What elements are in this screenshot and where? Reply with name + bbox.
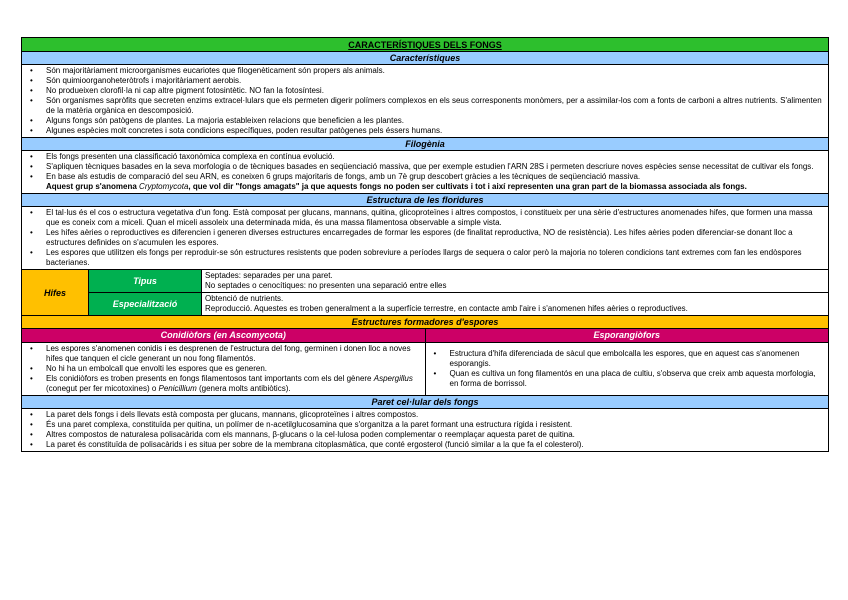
list-item-text: , que vol dir "fongs amagats" ja que aquests fongs no poden ser cultivats i tot i així representen una gran part de la biomassa associada als fongs. <box>188 182 747 191</box>
conidiofors-heading: Conidiòfors (en Ascomycota) <box>160 330 286 340</box>
list-item: • Són majoritàriament microorganismes eucariotes que filogenèticament són propers als animals. <box>22 66 828 76</box>
section-estructura <box>21 207 829 270</box>
hifes-table <box>21 270 829 316</box>
section-caracteristiques <box>21 65 829 138</box>
list-item: • La paret és constituïda de polisacàrids i es situa per sobre de la membrana citoplasmàtica, que conté ergosterol (funció similar a la que fa el colesterol). <box>22 440 828 450</box>
list-item: • Altres compostos de naturalesa polisacàrida com els mannans, β-glucans o la cel·lulosa poden complementar o reemplaçar aquesta paret de quitina. <box>22 430 828 440</box>
esporangiofors-column <box>425 343 829 395</box>
hifes-tipus-1: Septades: separades per una paret. <box>205 271 333 280</box>
list-item: • No produeixen clorofil·la ni cap altre pigment fotosintètic. NO fan la fotosíntesi. <box>22 86 828 96</box>
formadores-columns <box>21 343 829 396</box>
list-item-text: (genera molts antibiòtics). <box>198 384 291 393</box>
list-item: • No hi ha un embolcall que envolti les espores que es generen. <box>22 364 425 374</box>
section-filogenia <box>21 151 829 194</box>
list-item: • Quan es cultiva un fong filamentós en una placa de cultiu, s'observa que creix amb aquesta morfologia, en forma de borrissol. <box>426 369 829 389</box>
section-heading-formadores: Estructures formadores d'espores <box>21 316 829 329</box>
list-item: • Algunes espècies molt concretes i sota condicions específiques, poden resultar patògenes pels éssers humans. <box>22 126 828 136</box>
section-heading-filogenia: Filogènia <box>21 138 829 151</box>
formadores-column-headers <box>21 329 829 343</box>
hifes-especialitzacio-desc <box>202 293 828 315</box>
list-item: • Les hifes aèries o reproductives es diferencien i generen diverses estructures encarregades de formar les espores (de finalitat reproductiva, NO de resistència). Les hifes aèries poden diferenciar-se donant lloc a estructures definides on s'acumulen les espores. <box>22 228 828 248</box>
conidiofors-column <box>22 343 425 395</box>
list-item-text: Els conidiòfors es troben presents en fongs filamentosos tant importants com els del gènere <box>46 374 372 383</box>
list-item: • Alguns fongs són patògens de plantes. La majoria estableixen relacions que beneficien a les plantes. <box>22 116 828 126</box>
section-heading-paret: Paret cel·lular dels fongs <box>21 396 829 409</box>
hifes-esp-2: Reproducció. Aquestes es troben generalment a la superfície terrestre, en contacte amb l'aire i s'anomenen hifes aèries o reproductives. <box>205 304 688 313</box>
list-item: • Són organismes sapròfits que secreten enzims extracel·lulars que els permeten digerir polímers complexos en els seus corresponents monòmers, per a assimilar-los com a fonts de carboni a altres nutrients. S'alimenten de la matèria orgànica en descomposició. <box>22 96 828 116</box>
list-item <box>22 374 425 394</box>
section-heading-caracteristiques: Característiques <box>21 52 829 65</box>
list-item: • Els fongs presenten una classificació taxonòmica complexa en contínua evolució. <box>22 152 828 162</box>
hifes-tipus-label: Tipus <box>89 270 202 292</box>
list-item-text: Aquest grup s'anomena <box>46 182 137 191</box>
hifes-esp-1: Obtenció de nutrients. <box>205 294 284 303</box>
document-sheet <box>21 37 829 452</box>
document-title: CARACTERÍSTIQUES DELS FONGS <box>21 37 829 52</box>
list-item-text: En base als estudis de comparació del seu ARN, es coneixen 6 grups majoritaris de fongs, amb un 7è grup descobert gràcies a les tècniques de seqüenciació massiva. <box>46 172 641 181</box>
esporangiofors-heading: Esporangiòfors <box>425 329 829 342</box>
hifes-especialitzacio-label: Especialització <box>89 293 202 315</box>
taxon-name: Penicillium <box>158 384 197 393</box>
list-item: • Les espores s'anomenen conidis i es desprenen de l'estructura del fong, germinen i donen lloc a noves hifes que tanquen el cicle generant un nou fong filamentós. <box>22 344 425 364</box>
section-heading-estructura: Estructura de les floridures <box>21 194 829 207</box>
list-item: • Són quimioorganoheteròtrofs i majoritàriament aerobis. <box>22 76 828 86</box>
hifes-tipus-2: No septades o cenocítiques: no presenten una separació entre elles <box>205 281 447 290</box>
list-item: • Estructura d'hifa diferenciada de sàcul que embolcalla les espores, que en aquest cas s'anomenen esporangis. <box>426 349 829 369</box>
section-paret <box>21 409 829 452</box>
taxon-name: Aspergillus <box>373 374 413 383</box>
hifes-label: Hifes <box>22 270 89 315</box>
list-item: • La paret dels fongs i dels llevats està composta per glucans, mannans, glicoproteïnes i altres compostos. <box>22 410 828 420</box>
list-item: • És una paret complexa, constituïda per quitina, un polímer de n-acetilglucosamina que s'organitza a la paret formant una estructura rígida i resistent. <box>22 420 828 430</box>
list-item <box>22 172 828 192</box>
list-item: • Les espores que utilitzen els fongs per reproduir-se són estructures resistents que poden sobreviure a períodes llargs de sequera o calor però la majoria no toleren condicions tant extremes com fan les endòspores bacterianes. <box>22 248 828 268</box>
list-item: • S'apliquen tècniques basades en la seva morfologia o de tècniques basades en seqüenciació massiva, que per exemple estudien l'ARN 28S i permeten descriure noves espècies sense necessitat de cultivar els fongs. <box>22 162 828 172</box>
taxon-name: Cryptomycota <box>139 182 189 191</box>
list-item-text: (conegut per fer micotoxines) o <box>46 384 157 393</box>
list-item: • El tal·lus és el cos o estructura vegetativa d'un fong. Està composat per glucans, mannans, quitina, glicoproteïnes i altres compostos, i constitueix per una sèrie d'estructures anomenades hifes, que formen una massa que es coneix com a miceli. Quan el miceli assoleix una determinada mida, és una massa filamentosa observable a simple vista. <box>22 208 828 228</box>
hifes-tipus-desc <box>202 270 828 292</box>
